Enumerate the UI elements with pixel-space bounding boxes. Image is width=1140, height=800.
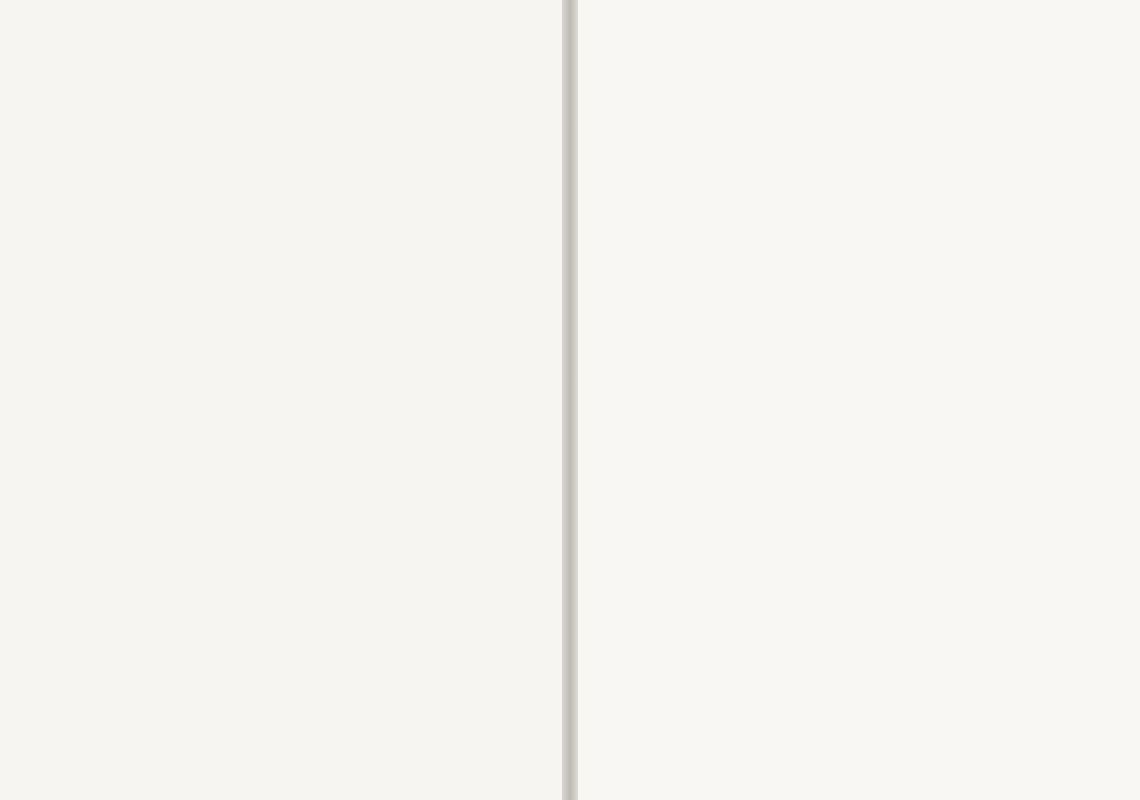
book-spine: [562, 0, 578, 800]
right-page: [578, 0, 1140, 800]
left-page: [0, 0, 562, 800]
